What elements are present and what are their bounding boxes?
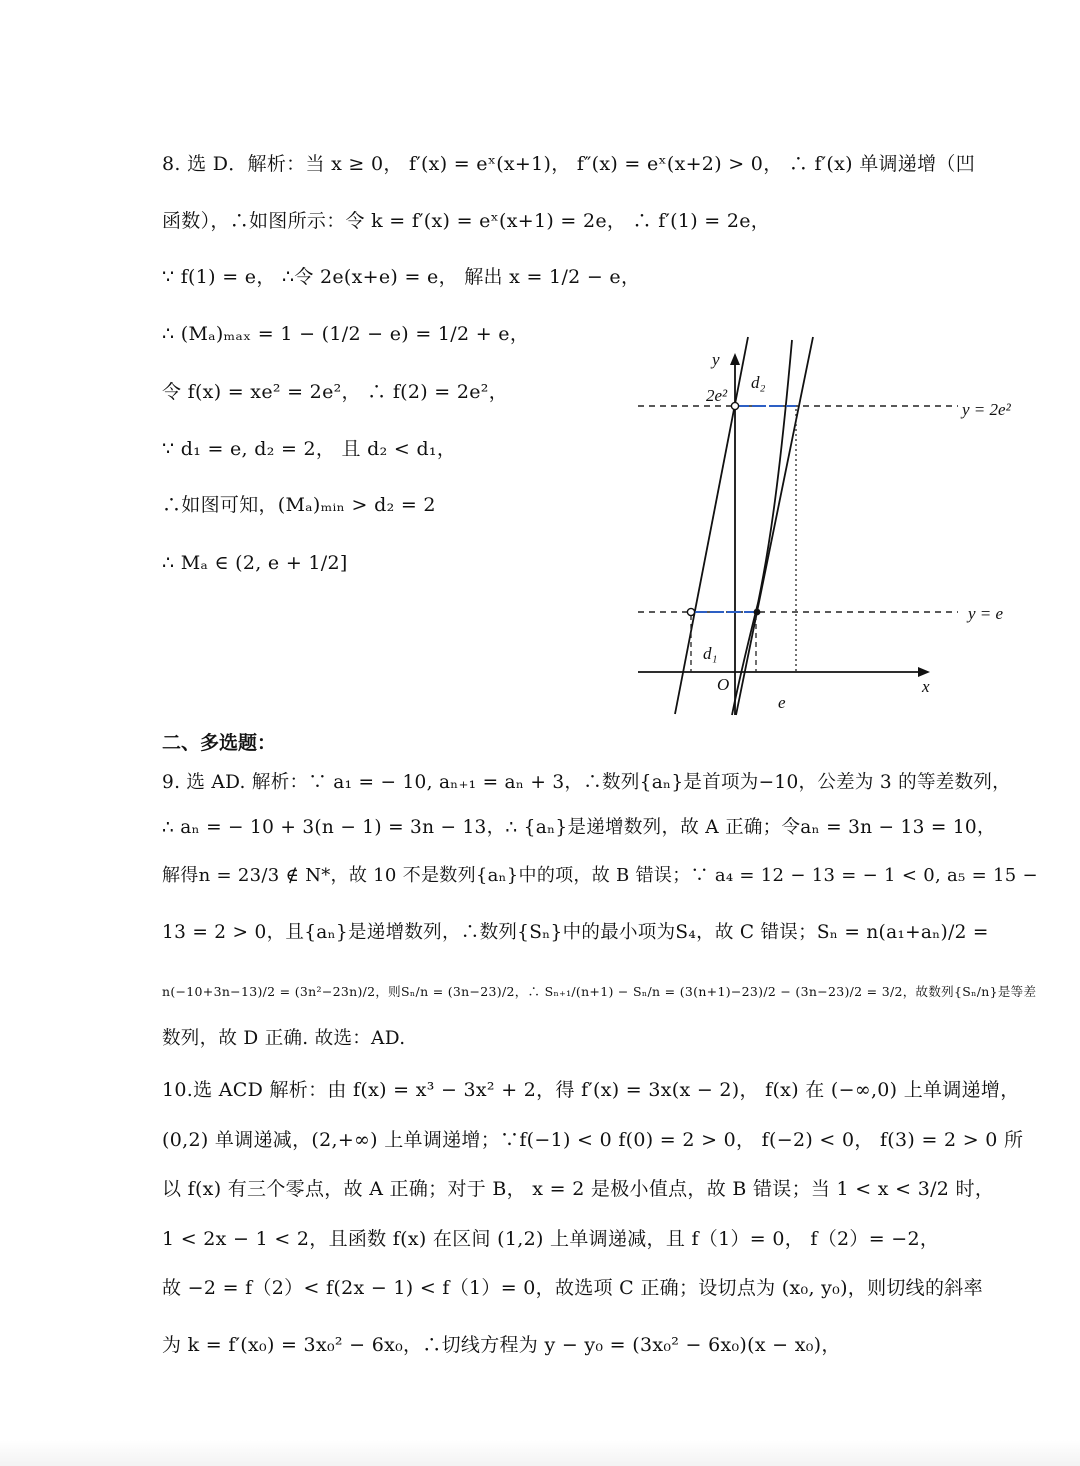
x-axis-arrow <box>918 667 930 677</box>
solution9-line4: 13 = 2 > 0，且{aₙ}是递增数列，∴数列{Sₙ}中的最小项为S₄，故 C 错误；Sₙ = n(a₁+aₙ)/2 = <box>162 922 989 943</box>
x-axis-label: x <box>922 677 930 696</box>
line-y-2e2-label: y = 2e² <box>962 400 1011 419</box>
line-y-e-label: y = e <box>968 604 1004 623</box>
y-axis-arrow <box>730 353 740 365</box>
tick-2e2-label: 2e² <box>706 386 728 405</box>
solution8-line2: 函数），∴如图所示：令 k = f′(x) = eˣ(x+1) = 2e， ∴ f′(1) = 2e， <box>162 210 771 232</box>
solution10-line5: 故 −2 = f（2）< f(2x − 1) < f（1）= 0，故选项 C 正确；设切点为 (x₀, y₀)，则切线的斜率 <box>162 1277 983 1299</box>
point-tangent <box>754 609 761 616</box>
solution10-line4: 1 < 2x − 1 < 2，且函数 f(x) 在区间 (1,2) 上单调递减，且 f（1）= 0， f（2）= −2， <box>162 1228 940 1250</box>
solution8-line4: ∴ (Mₐ)ₘₐₓ = 1 − (1/2 − e) = 1/2 + e， <box>162 323 530 345</box>
section-heading: 二、多选题： <box>162 732 277 754</box>
d1-label: d₁ <box>703 644 718 663</box>
solution9-line1: 9. 选 AD. 解析：∵ a₁ = − 10, aₙ₊₁ = aₙ + 3，∴数列{aₙ}是首项为−10，公差为 3 的等差数列， <box>162 772 1011 793</box>
solution8-line8: ∴ Mₐ ∈ (2, e + 1/2] <box>162 552 348 574</box>
curve-f <box>732 340 792 715</box>
solution10-line3: 以 f(x) 有三个零点，故 A 正确；对于 B， x = 2 是极小值点，故 B 错误；当 1 < x < 3/2 时， <box>162 1178 995 1200</box>
solution8-line7: ∴如图可知，(Mₐ)ₘᵢₙ > d₂ = 2 <box>162 494 436 516</box>
y-axis-label: y <box>712 350 720 369</box>
solution8-line1: 8. 选 D．解析：当 x ≥ 0， f′(x) = eˣ(x+1)， f″(x) = eˣ(x+2) > 0， ∴ f′(x) 单调递增（凹 <box>162 153 976 175</box>
solution8-figure <box>630 335 1030 720</box>
point-left-open <box>687 608 694 615</box>
solution10-line6: 为 k = f′(x₀) = 3x₀² − 6x₀，∴切线方程为 y − y₀ = (3x₀² − 6x₀)(x − x₀)， <box>162 1334 841 1356</box>
point-2e2-open <box>731 402 738 409</box>
solution8-line6: ∵ d₁ = e, d₂ = 2， 且 d₂ < d₁， <box>162 438 457 460</box>
solution10-line1: 10.选 ACD 解析：由 f(x) = x³ − 3x² + 2，得 f′(x) = 3x(x − 2)， f(x) 在 (−∞,0) 上单调递增， <box>162 1079 1020 1101</box>
solution9-line3: 解得n = 23/3 ∉ N*，故 10 不是数列{aₙ}中的项，故 B 错误；∵ a₄ = 12 − 13 = − 1 < 0, a₅ = 15 − <box>162 865 1038 886</box>
tick-e-label: e <box>778 693 786 712</box>
d2-label: d₂ <box>751 373 766 392</box>
page-bottom-edge <box>0 1440 1080 1466</box>
solution10-line2: (0,2) 单调递减，(2,+∞) 上单调递增；∵f(−1) < 0 f(0) = 2 > 0， f(−2) < 0， f(3) = 2 > 0 所 <box>162 1129 1024 1151</box>
origin-label: O <box>717 675 730 694</box>
solution8-line5: 令 f(x) = xe² = 2e²， ∴ f(2) = 2e²， <box>162 381 509 403</box>
tangent-line-right <box>736 337 813 715</box>
solution9-line6: 数列，故 D 正确. 故选：AD. <box>162 1028 406 1049</box>
solution9-line5: n(−10+3n−13)/2 = (3n²−23n)/2，则Sₙ/n = (3n−23)/2，∴ Sₙ₊₁/(n+1) − Sₙ/n = (3(n+1)−23)/2 − (3n−23)/2 = 3/2，故数列{Sₙ/n}是等差 <box>162 984 1037 999</box>
solution8-line3: ∵ f(1) = e， ∴令 2e(x+e) = e， 解出 x = 1/2 − e， <box>162 266 641 288</box>
solution9-line2: ∴ aₙ = − 10 + 3(n − 1) = 3n − 13，∴ {aₙ}是递增数列，故 A 正确；令aₙ = 3n − 13 = 10， <box>162 817 996 838</box>
